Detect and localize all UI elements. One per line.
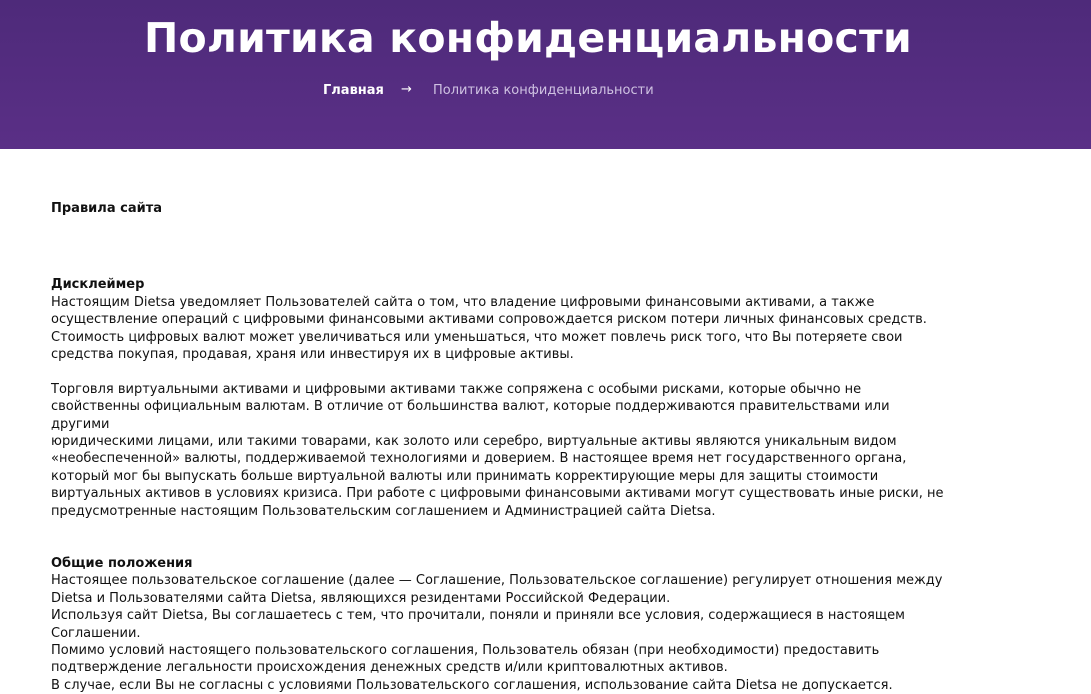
disclaimer-line: осуществление операций с цифровыми финансовыми активами сопровождается риском потери личных финансовых средств. bbox=[51, 312, 927, 328]
disclaimer-line: «необеспеченной» валюты, поддерживаемой технологиями и доверием. В настоящее время нет государственного органа, bbox=[51, 451, 907, 467]
section-spacer bbox=[51, 520, 951, 555]
disclaimer-heading: Дисклеймер bbox=[51, 277, 145, 293]
general-provisions-line: подтверждение легальности происхождения денежных средств и/или криптовалютных активов. bbox=[51, 660, 728, 676]
general-provisions-line: В случае, если Вы не согласны с условиями Пользовательского соглашения, использование сайта Dietsa не допускается. bbox=[51, 677, 893, 693]
site-rules-heading: Правила сайта bbox=[51, 201, 163, 216]
disclaimer-line: Стоимость цифровых валют может увеличиваться или уменьшаться, что может повлечь риск того, что Вы потеряете свои bbox=[51, 329, 903, 345]
disclaimer-line: виртуальных активов в условиях кризиса. При работе с цифровыми финансовыми активами могут существовать иные риски, не bbox=[51, 486, 944, 502]
disclaimer-section bbox=[51, 276, 951, 520]
disclaimer-line: юридическими лицами, или такими товарами, как золото или серебро, виртуальные активы являются уникальным видом bbox=[51, 434, 897, 450]
page-header bbox=[0, 0, 1091, 149]
disclaimer-line: Настоящим Dietsa уведомляет Пользователей сайта о том, что владение цифровыми финансовыми активами, а также bbox=[51, 294, 875, 310]
disclaimer-line: который мог бы выпускать больше виртуальной валюты или принимать корректирующие меры для защиты стоимости bbox=[51, 468, 879, 484]
breadcrumb-arrow-icon: → bbox=[401, 82, 412, 97]
disclaimer-line: предусмотренные настоящим Пользовательским соглашением и Администрацией сайта Dietsa. bbox=[51, 503, 716, 519]
general-provisions-section bbox=[51, 555, 951, 694]
disclaimer-line: Торговля виртуальными активами и цифровыми активами также сопряжена с особыми рисками, которые обычно не bbox=[51, 381, 862, 397]
paragraph-spacer bbox=[51, 363, 951, 380]
general-provisions-line: Настоящее пользовательское соглашение (далее — Соглашение, Пользовательское соглашение) регулирует отношения между bbox=[51, 573, 943, 589]
general-provisions-line: Используя сайт Dietsa, Вы соглашаетесь с тем, что прочитали, поняли и приняли все условия, содержащиеся в настоящем bbox=[51, 608, 905, 624]
general-provisions-line: Помимо условий настоящего пользовательского соглашения, Пользователь обязан (при необходимости) предоставить bbox=[51, 642, 880, 658]
general-provisions-heading: Общие положения bbox=[51, 555, 193, 571]
disclaimer-line: средства покупая, продавая, храня или инвестируя их в цифровые активы. bbox=[51, 347, 574, 363]
general-provisions-line: Соглашении. bbox=[51, 625, 141, 641]
main-content bbox=[51, 200, 951, 694]
general-provisions-line: Dietsa и Пользователями сайта Dietsa, являющихся резидентами Российской Федерации. bbox=[51, 590, 671, 606]
breadcrumb-current: Политика конфиденциальности bbox=[433, 83, 654, 98]
breadcrumb-home-link[interactable]: Главная bbox=[323, 83, 384, 98]
page-title: Политика конфиденциальности bbox=[144, 14, 912, 62]
disclaimer-line: свойственны официальным валютам. В отличие от большинства валют, которые поддерживаются правительствами или другими bbox=[51, 399, 890, 432]
